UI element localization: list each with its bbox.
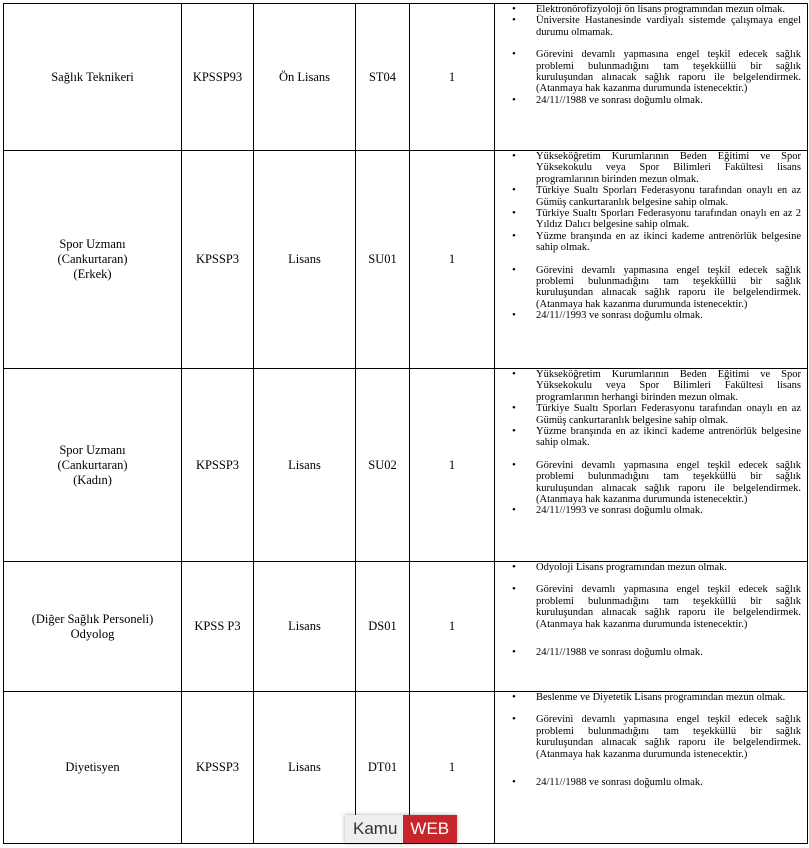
position-title: Diyetisyen [4, 692, 182, 844]
position-count: 1 [410, 369, 495, 562]
requirement-item: • 24/11//1993 ve sonrası doğumlu olmak. [495, 310, 801, 321]
requirement-item: • 24/11//1988 ve sonrası doğumlu olmak. [495, 777, 801, 788]
requirements-cell [495, 151, 808, 369]
education-level: Ön Lisans [254, 4, 356, 151]
requirements-list [495, 151, 801, 322]
table-row [4, 562, 808, 692]
requirements-cell [495, 369, 808, 562]
requirement-item: • 24/11//1988 ve sonrası doğumlu olmak. [495, 647, 801, 658]
requirements-list [495, 4, 801, 106]
requirements-list [495, 692, 801, 788]
requirements-cell [495, 4, 808, 151]
position-code: SU01 [356, 151, 410, 369]
requirements-cell [495, 562, 808, 692]
position-title: Sağlık Teknikeri [4, 4, 182, 151]
position-title: Spor Uzmanı (Cankurtaran) (Erkek) [4, 151, 182, 369]
position-count: 1 [410, 692, 495, 844]
requirement-item: • Türkiye Sualtı Sporları Federasyonu tarafından onaylı en az Gümüş cankurtaranlık belgesine sahip olmak. [495, 403, 801, 426]
table-row [4, 369, 808, 562]
requirement-item: • Yükseköğretim Kurumlarının Beden Eğitimi ve Spor Yüksekokulu veya Spor Bilimleri Fakültesi lisans programlarının herhangi birinden mezun olmak. [495, 369, 801, 403]
position-count: 1 [410, 151, 495, 369]
requirement-item: • Yükseköğretim Kurumlarının Beden Eğitimi ve Spor Yüksekokulu veya Spor Bilimleri Fakültesi lisans programlarının birinden mezun olmak. [495, 151, 801, 185]
requirement-item: • Görevini devamlı yapmasına engel teşkil edecek sağlık problemi bulunmadığını tam teşekküllü bir sağlık kuruluşundan alınacak sağlık raporu ile belgelendirmek. (Atanmaya hak kazanma durumunda istenecektir.) [495, 714, 801, 760]
watermark-part1: Kamu [345, 815, 403, 843]
requirements-cell [495, 692, 808, 844]
requirement-item: • Türkiye Sualtı Sporları Federasyonu tarafından onaylı en az Gümüş cankurtaranlık belgesine sahip olmak. [495, 185, 801, 208]
watermark-part2: WEB [403, 815, 457, 843]
table-row [4, 151, 808, 369]
requirement-item: • Yüzme branşında en az ikinci kademe antrenörlük belgesine sahip olmak. [495, 426, 801, 449]
requirement-item: • Odyoloji Lisans programından mezun olmak. [495, 562, 801, 573]
exam-type: KPSSP93 [182, 4, 254, 151]
table-row [4, 4, 808, 151]
requirement-item: • Türkiye Sualtı Sporları Federasyonu tarafından onaylı en az 2 Yıldız Dalıcı belgesine sahip olmak. [495, 208, 801, 231]
exam-type: KPSS P3 [182, 562, 254, 692]
requirement-item: • Görevini devamlı yapmasına engel teşkil edecek sağlık problemi bulunmadığını tam teşekküllü bir sağlık kuruluşundan alınacak sağlık raporu ile belgelendirmek. (Atanmaya hak kazanma durumunda istenecektir.) [495, 584, 801, 630]
education-level: Lisans [254, 692, 356, 844]
position-code: SU02 [356, 369, 410, 562]
position-count: 1 [410, 4, 495, 151]
requirement-item: • Yüzme branşında en az ikinci kademe antrenörlük belgesine sahip olmak. [495, 231, 801, 254]
requirement-item: • Beslenme ve Diyetetik Lisans programından mezun olmak. [495, 692, 801, 703]
requirement-item: • 24/11//1988 ve sonrası doğumlu olmak. [495, 95, 801, 106]
requirement-item: • 24/11//1993 ve sonrası doğumlu olmak. [495, 505, 801, 516]
education-level: Lisans [254, 151, 356, 369]
exam-type: KPSSP3 [182, 151, 254, 369]
exam-type: KPSSP3 [182, 692, 254, 844]
requirements-list [495, 562, 801, 658]
position-title: Spor Uzmanı (Cankurtaran) (Kadın) [4, 369, 182, 562]
requirement-item: • Görevini devamlı yapmasına engel teşkil edecek sağlık problemi bulunmadığını tam teşekküllü bir sağlık kuruluşundan alınacak sağlık raporu ile belgelendirmek. (Atanmaya hak kazanma durumunda istenecektir.) [495, 265, 801, 311]
requirements-list [495, 369, 801, 517]
positions-table [3, 3, 808, 844]
position-code: DS01 [356, 562, 410, 692]
position-title: (Diğer Sağlık Personeli) Odyolog [4, 562, 182, 692]
education-level: Lisans [254, 369, 356, 562]
requirement-item: • Üniversite Hastanesinde vardiyalı sistemde çalışmaya engel durumu olmamak. [495, 15, 801, 38]
position-count: 1 [410, 562, 495, 692]
education-level: Lisans [254, 562, 356, 692]
position-code: ST04 [356, 4, 410, 151]
kamuweb-watermark [345, 815, 457, 843]
requirement-item: • Görevini devamlı yapmasına engel teşkil edecek sağlık problemi bulunmadığını tam teşekküllü bir sağlık kuruluşundan alınacak sağlık raporu ile belgelendirmek. (Atanmaya hak kazanma durumunda istenecektir.) [495, 460, 801, 506]
requirement-item: • Elektronörofizyoloji ön lisans programından mezun olmak. [495, 4, 801, 15]
requirement-item: • Görevini devamlı yapmasına engel teşkil edecek sağlık problemi bulunmadığını tam teşekküllü bir sağlık kuruluşundan alınacak sağlık raporu ile belgelendirmek. (Atanmaya hak kazanma durumunda istenecektir.) [495, 49, 801, 95]
position-code: DT01 [356, 692, 410, 844]
exam-type: KPSSP3 [182, 369, 254, 562]
